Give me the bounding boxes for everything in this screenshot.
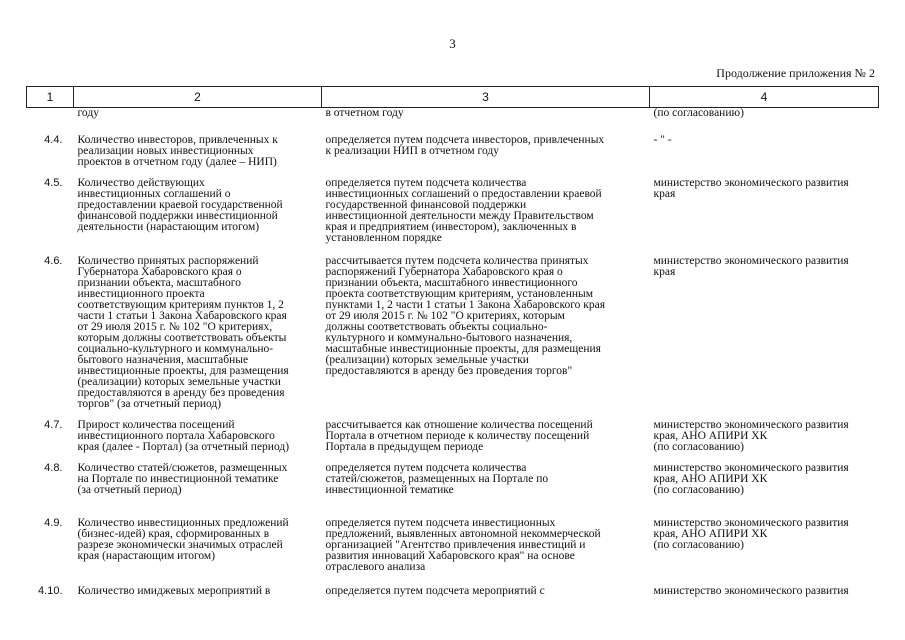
column-header-2: 2 — [74, 87, 322, 108]
indicators-table — [26, 86, 879, 606]
table-header-row — [27, 87, 879, 108]
row-number: 4.9. — [44, 516, 63, 529]
table-row — [27, 463, 879, 518]
indicator-cell: Количество статей/сюжетов, размещенных на Портале по инвестиционной тематике (за отчетный период) — [77, 461, 288, 496]
method-cell: рассчитывается как отношение количества посещений Портала в отчетном периоде к количеству посещений Портала в предыдущем периоде — [325, 418, 593, 453]
method-cell: определяется путем подсчета инвестиционных предложений, выявленных автономной некоммерческой организацией "Агентство привлечения инвестиций и развития инноваций Хабаровского края" на основе отраслевого анализа — [325, 516, 601, 573]
method-cell: определяется путем подсчета количества инвестиционных соглашений о предоставлении краевой государственной финансовой поддержки инвестиционной деятельности между Правительством края и предприятием (инвестором), заключенных в установленном порядке — [325, 176, 602, 244]
indicator-cell: Количество инвесторов, привлеченных к реализации новых инвестиционных проектов в отчетном году (далее – НИП) — [77, 133, 278, 168]
indicator-cell: Количество инвестиционных предложений (бизнес-идей) края, сформированных в разрезе экономически значимых отраслей края (нарастающим итогом) — [77, 516, 289, 562]
indicator-cell: Количество действующих инвестиционных соглашений о предоставлении краевой государственной финансовой поддержки инвестиционной деятельности (нарастающим итогом) — [77, 176, 283, 233]
table-row — [27, 256, 879, 420]
method-cell: определяется путем подсчета инвесторов, привлеченных к реализации НИП в отчетном году — [325, 133, 605, 157]
row-number: 4.8. — [44, 461, 63, 474]
indicator-cell: Прирост количества посещений инвестиционного портала Хабаровского края (далее - Портал) (за отчетный период) — [77, 418, 290, 453]
responsible-cell: министерство экономического развития края, АНО АПИРИ ХК (по согласованию) — [653, 516, 849, 551]
responsible-cell: министерство экономического развития края — [653, 176, 849, 200]
table-row — [27, 586, 879, 606]
row-number — [27, 108, 74, 135]
responsible-cell: министерство экономического развития края, АНО АПИРИ ХК (по согласованию) — [653, 418, 849, 453]
column-header-3: 3 — [322, 87, 650, 108]
responsible-cell: министерство экономического развития края, АНО АПИРИ ХК (по согласованию) — [653, 461, 849, 496]
table-row — [27, 518, 879, 586]
method-cell: в отчетном году — [325, 107, 404, 119]
table-row — [27, 420, 879, 463]
row-number: 4.5. — [44, 176, 63, 189]
table-row — [27, 108, 879, 135]
page-number: 3 — [449, 36, 456, 51]
responsible-cell: министерство экономического развития — [653, 584, 849, 597]
row-number: 4.10. — [38, 584, 63, 597]
table-row — [27, 135, 879, 178]
row-number: 4.6. — [44, 254, 63, 267]
method-cell: определяется путем подсчета мероприятий с — [325, 584, 545, 597]
column-header-4: 4 — [650, 87, 879, 108]
indicator-cell: Количество имиджевых мероприятий в — [77, 584, 271, 597]
indicator-cell: году — [77, 107, 99, 119]
responsible-cell: (по согласованию) — [653, 107, 744, 119]
row-number: 4.4. — [44, 133, 63, 146]
responsible-cell: - " - — [653, 133, 672, 146]
table-row — [27, 178, 879, 256]
continuation-caption: Продолжение приложения № 2 — [716, 66, 875, 80]
method-cell: определяется путем подсчета количества статей/сюжетов, размещенных на Портале по инвестиционной тематике — [325, 461, 549, 496]
responsible-cell: министерство экономического развития края — [653, 254, 849, 278]
method-cell: рассчитывается путем подсчета количества принятых распоряжений Губернатора Хабаровского края о признании объекта, масштабного инвестиционного проекта соответствующим критериям, установленным пунктами 1, 2 части 1 статьи 1 Закона Хабаровского края от 29 июля 2015 г. № 102 "О критериях, которым должны соответствовать объекты социально- культурного и коммунально-бытового назначения, масштабные инвестиционные проекты, для размещения (реализации) которых земельные участки предоставляются в аренду без проведения торгов" — [325, 254, 605, 377]
indicator-cell: Количество принятых распоряжений Губернатора Хабаровского края о признании объекта, масштабного инвестиционного проекта соответствующим критериям пунктов 1, 2 части 1 статьи 1 Закона Хабаровского края от 29 июля 2015 г. № 102 "О критериях, которым должны соответствовать объекты социально-культурного и коммунально- бытового назначения, масштабные инвестиционные проекты, для размещения (реализации) которых земельные участки предоставляются в аренду без проведения торгов" (за отчетный период) — [77, 254, 289, 410]
row-number: 4.7. — [44, 418, 63, 431]
column-header-1: 1 — [27, 87, 74, 108]
